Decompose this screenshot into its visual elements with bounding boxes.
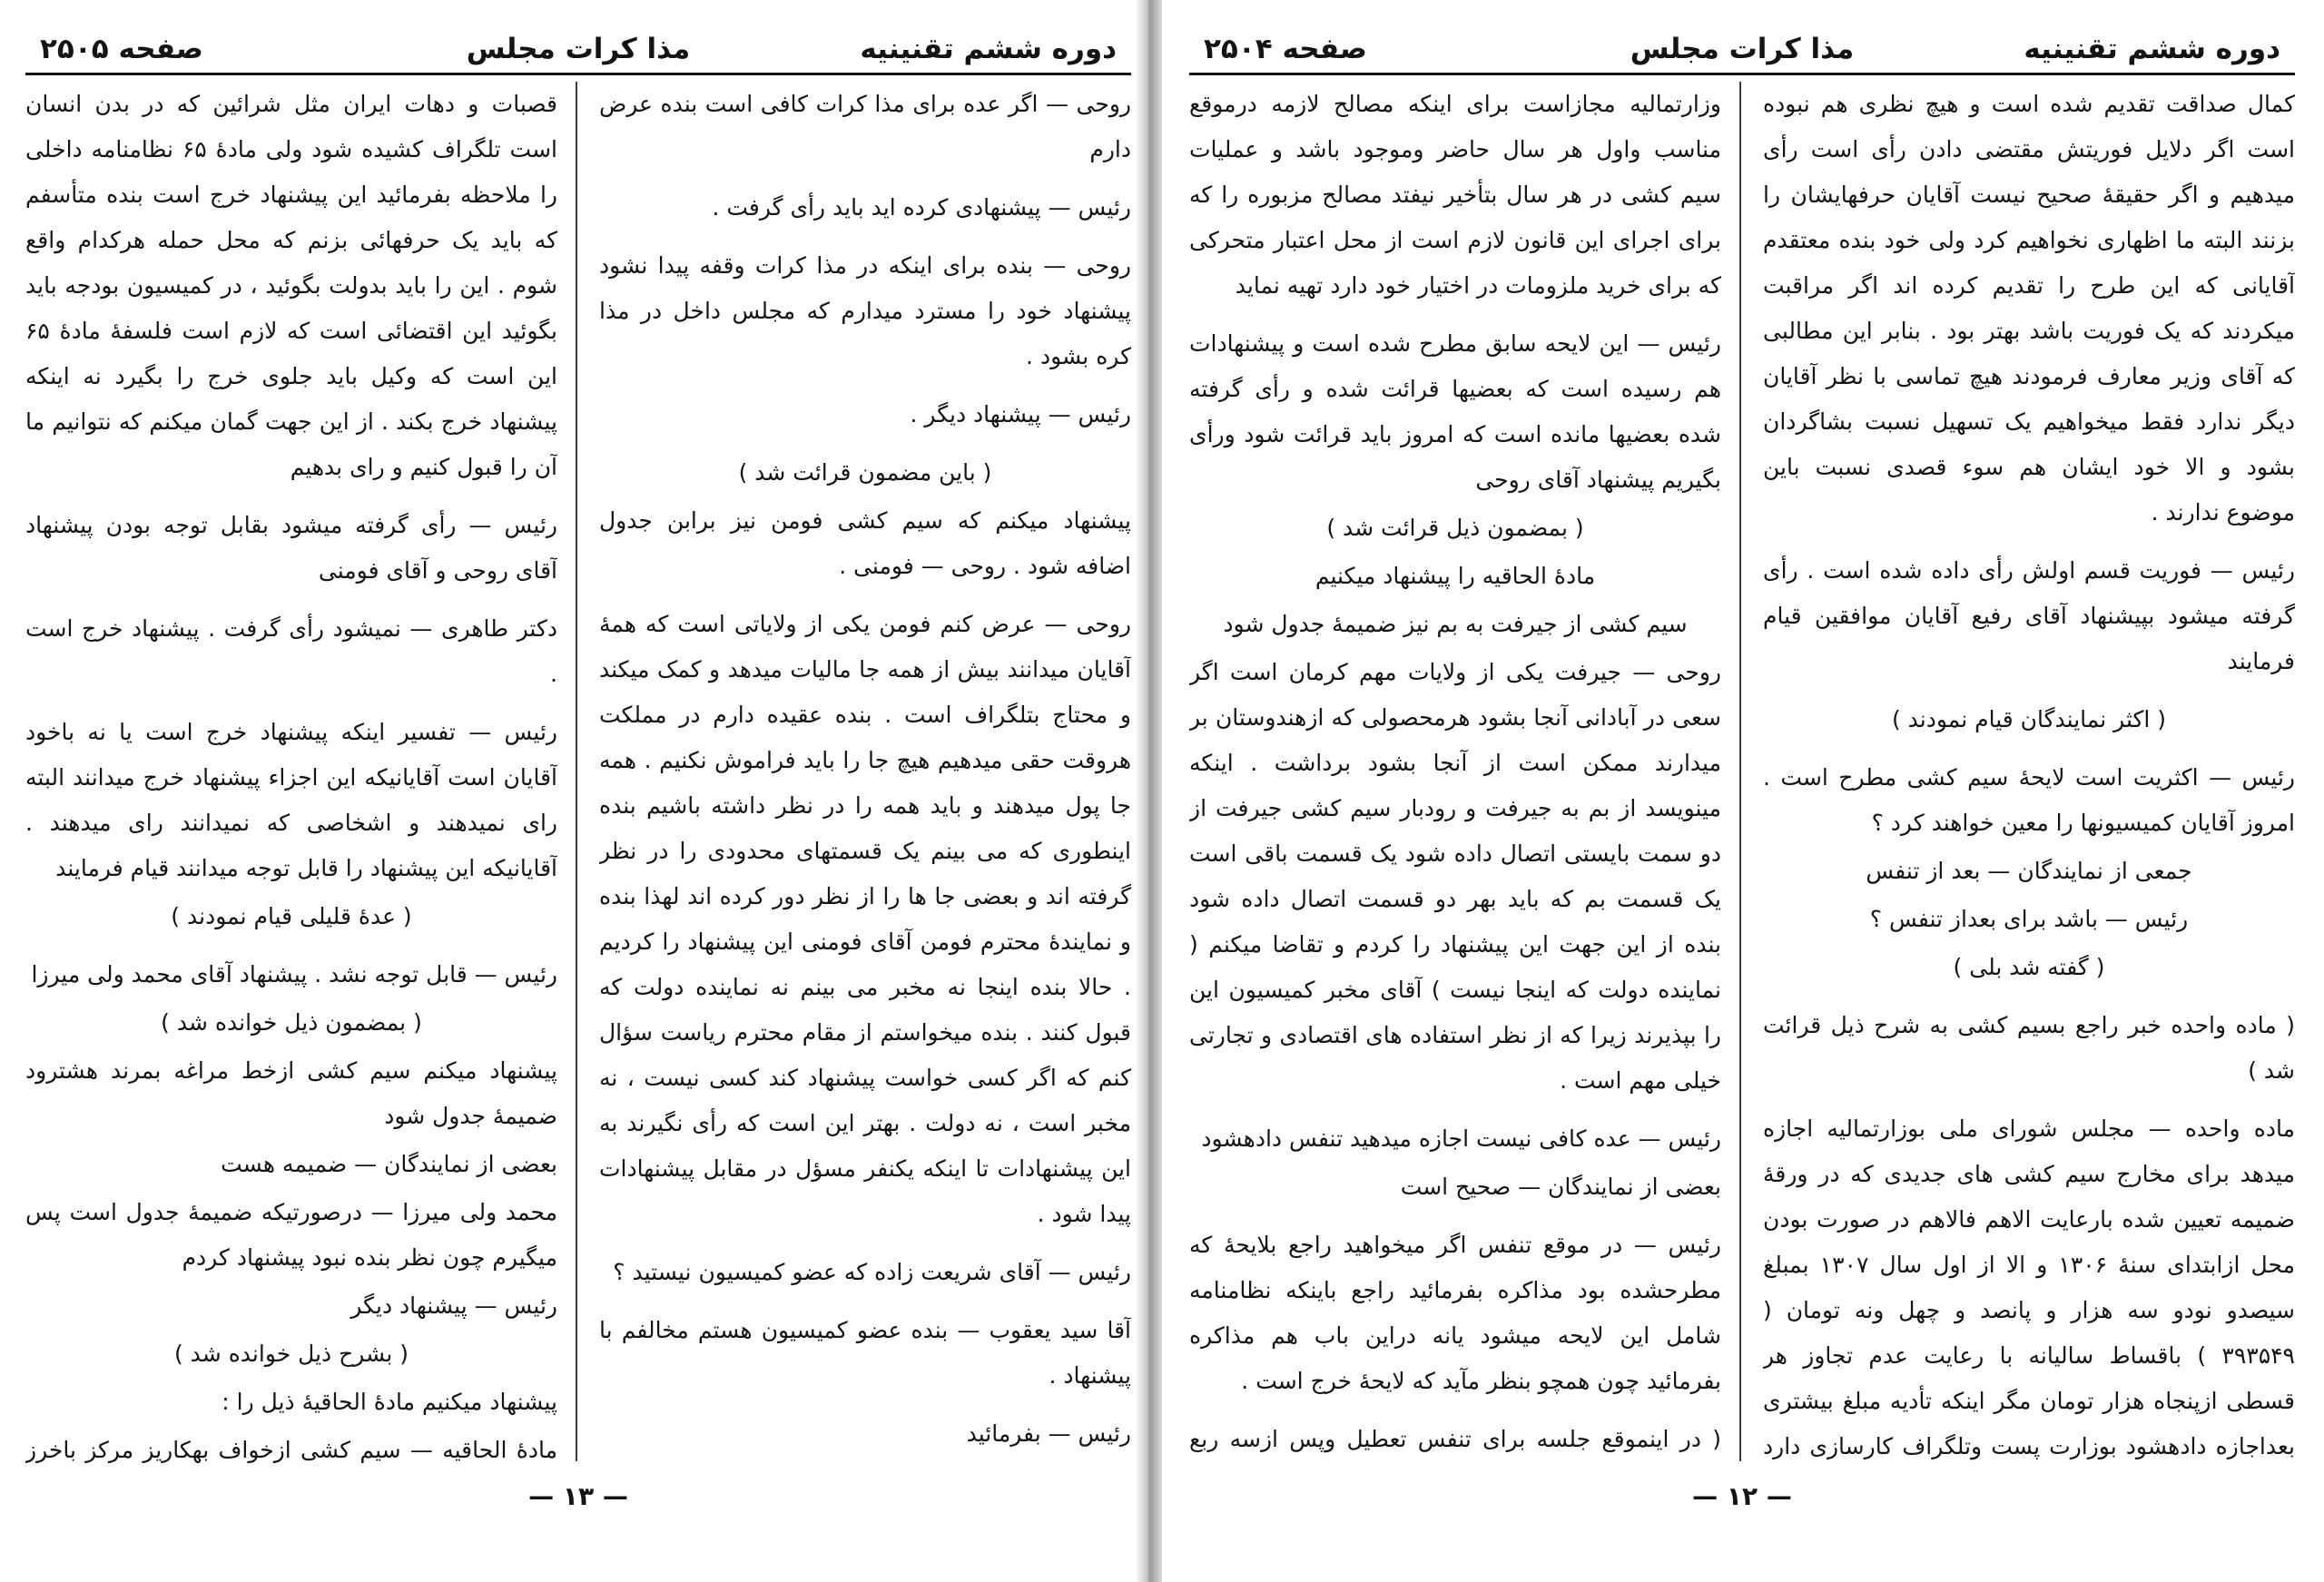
paragraph-centered: ( بمضمون ذیل قرائت شد ) [1326,515,1584,541]
page-header [1189,29,2295,75]
paragraph-centered: جمعی از نمایندگان — بعد از تنفس [1866,858,2192,884]
page-footer-number: — ۱۲ — [1692,1481,1792,1511]
paragraph: روحی — بنده برای اینکه در مذا کرات وقفه پیدا نشود پیشنهاد خود را مسترد میدارم که مجلس داخل در مذا کره بشود . [599,252,1131,369]
paragraph-centered: ( گفته شد بلی ) [1953,954,2105,980]
header-page-number: صفحه ۲۵۰۴ [1204,33,1367,65]
page-right [1189,0,2295,1582]
paragraph: آقا سید یعقوب — بنده عضو کمیسیون هستم مخالفم با پیشنهاد . [599,1317,1131,1389]
book-gutter [1135,0,1162,1582]
paragraph: دکتر طاهری — نمیشود رأی گرفت . پیشنهاد خرج است . [25,615,557,687]
header-title: مذا کرات مجلس [1630,33,1855,65]
paragraph: رئیس — پیشنهاد دیگر [350,1292,557,1319]
paragraph-centered: ( بمضمون ذیل خوانده شد ) [161,1009,422,1036]
paragraph: رئیس — این لایحه سابق مطرح شده است و پیشنهادات هم رسیده است که بعضیها قرائت شده و رأی گرفته شده بعضیها مانده است که امروز باید قرائت شود ورأی بگیریم پیشنهاد آقای روحی [1189,330,1721,493]
paragraph: بعضی از نمایندگان — ضمیمه هست [221,1151,557,1177]
paragraph-centered: ( عدهٔ قلیلی قیام نمودند ) [171,903,412,929]
paragraph: رئیس — بفرمائید [966,1420,1131,1447]
paragraph: رئیس — رأی گرفته میشود بقابل توجه بودن پیشنهاد آقای روحی و آقای فومنی [25,512,557,584]
paragraph: رئیس — در موقع تنفس اگر میخواهید راجع بلایحهٔ که مطرحشده بود مذاکره بفرمائید راجع باینکه نظامنامه شامل این لایحه میشود یانه دراین باب هم مذاکره بفرمائید چون همچو بنظر مآید که لایحهٔ خرج است . [1189,1232,1721,1394]
column-left [25,82,557,1466]
paragraph: روحی — جیرفت یکی از ولایات مهم کرمان است اگر سعی در آبادانی آنجا بشود هرمحصولی که ازهندوستان بر میدارند ممکن است از آنجا بشود برداشت . اینکه مینویسد از بم به جیرفت و رودبار سیم کشی جیرفت از دو سمت بایستی اتصال داده شود یک قسمت باقی است یک قسمت بم که باید بهر دو قسمت اتصال داده شود بنده از این جهت این پیشنهاد را کردم و تقاضا میکنم ( نماینده دولت که اینجا نیست ) آقای مخبر کمیسیون این را بپذیرند زیرا که از نظر استفاده های اقتصادی و تجارتی خیلی مهم است . [1189,659,1721,1094]
paragraph-centered: ( بشرح ذیل خوانده شد ) [173,1341,409,1367]
page-header [25,29,1131,75]
header-series: دوره ششم تقنینیه [860,33,1117,65]
paragraph: محمد ولی میرزا — درصورتیکه ضمیمهٔ جدول است پس میگیرم چون نظر بنده نبود پیشنهاد کردم [25,1199,557,1271]
paragraph: رئیس — آقای شریعت زاده که عضو کمیسیون نیستید ؟ [613,1259,1131,1285]
paragraph: پیشنهاد میکنم سیم کشی ازخط مراغه بمرند هشترود ضمیمهٔ جدول شود [25,1057,557,1129]
column-right [1763,82,2295,1466]
paragraph: روحی — اگر عده برای مذا کرات کافی است بنده عرض دارم [599,91,1131,162]
paragraph: ماده واحده — مجلس شورای ملی بوزارتمالیه اجازه میدهد برای مخارج سیم کشی های جدیدی که در ورقهٔ ضمیمه تعیین شده بارعایت الاهم فالاهم در صورت بودن محل ازابتدای سنهٔ ۱۳۰۶ و الا از اول سال ۱۳۰۷ بمبلغ سیصدو نودو سه هزار و پانصد و چهل ونه تومان ( ۳۹۳۵۴۹ ) باقساط سالیانه با رعایت عدم تجاوز هر قسطی ازپنجاه هزار تومان مگر اینکه تأدیه مبلغ بیشتری بعداجازه دادهشود بوزارت پست وتلگراف کارسازی دارد [1763,1115,2295,1459]
paragraph: رئیس — پیشنهاد دیگر . [910,401,1131,427]
paragraph-centered: رئیس — باشد برای بعداز تنفس ؟ [1869,906,2189,932]
page-footer-number: — ۱۳ — [528,1481,628,1511]
paragraph: کمال صداقت تقدیم شده است و هیچ نظری هم نبوده است اگر دلایل فوریتش مقتضی دادن رأی است رأی میدهیم و اگر حقیقهٔ صحیح نیست آقایان حرفهایشان را بزنند البته ما اظهاری نخواهیم کرد ولی خود بنده معتقدم آقایانی که این طرح را تقدیم کرده اند اگر مراقبت میکردند که یک فوریت باشد بهتر بود . بنابر این مطالبی که آقای وزیر معارف فرمودند هیچ تماسی با نظر آقایان دیگر ندارد فقط میخواهیم یک تسهیل نسبت بشاگردان بشود و الا خود ایشان هم سوء قصدی نسبت باین موضوع ندارند . [1763,91,2295,526]
paragraph: روحی — عرض کنم فومن یکی از ولایاتی است که همهٔ آقایان میدانند بیش از همه جا مالیات میدهد و کمک میکند و محتاج بتلگراف است . بنده عقیده دارم در مملکت هروقت حقی میدهیم هیچ جا را باید فراموش نکنیم . همه جا پول میدهند و باید همه را در نظر داشته باشیم بنده اینطوری که می بینم یک قسمتهای محدودی را در نظر گرفته اند و بعضی جا ها را از نظر دور کرده اند لهذا بنده و نمایندهٔ محترم فومن آقای فومنی این پیشنهاد را کردیم . حالا بنده اینجا نه مخبر می بینم نه نماینده دولت که قبول کنند . بنده میخواستم از مقام محترم ریاست سؤال کنم که اگر کسی خواست پیشنهاد کند کسی نیست ، نه مخبر است ، نه دولت . بهتر این است که رأی نگیرند به این پیشنهادات تا اینکه یکنفر مسؤل در مقابل پیشنهادات پیدا شود . [599,611,1131,1227]
paragraph: مادهٔ الحاقیه — سیم کشی ازخواف بهکاریز مرکز باخرز [25,1437,557,1463]
paragraph-centered: مادهٔ الحاقیه را پیشنهاد میکنیم [1315,563,1596,589]
header-title: مذا کرات مجلس [466,33,691,65]
paragraph: رئیس — فوریت قسم اولش رأی داده شده است . رأی گرفته میشود بپیشنهاد آقای رفیع آقایان موافقین قیام فرمایند [1763,557,2295,674]
page-left [25,0,1131,1582]
paragraph: رئیس — عده کافی نیست اجازه میدهید تنفس دادهشود [1201,1125,1721,1152]
header-series: دوره ششم تقنینیه [2024,33,2280,65]
paragraph: ( ماده واحده خبر راجع بسیم کشی به شرح ذیل قرائت شد ) [1763,1012,2295,1084]
paragraph: رئیس — قابل توجه نشد . پیشنهاد آقای محمد ولی میرزا [31,961,557,988]
paragraph: رئیس — پیشنهادی کرده اید باید رأی گرفت . [712,194,1131,221]
header-page-number: صفحه ۲۵۰۵ [40,33,203,65]
paragraph: وزارتمالیه مجازاست برای اینکه مصالح لازمه درموقع مناسب واول هر سال حاضر وموجود باشد و عملیات سیم کشی در هر سال بتأخیر نیفتد مصالح مزبوره را که برای اجرای این قانون لازم است از محل اعتبار متحرکی که برای خرید ملزومات در اختیار خود دارد تهیه نماید [1189,91,1721,299]
paragraph: قصبات و دهات ایران مثل شرائین که در بدن انسان است تلگراف کشیده شود ولی مادهٔ ۶۵ نظامنامه داخلی را ملاحظه بفرمائید این پیشنهاد خرج است بنده متأسفم که باید یک حرفهائی بزنم که محل حمله هرکدام واقع شوم . این را باید بدولت بگوئید ، در کمیسیون بودجه باید بگوئید این اقتضائی است که لازم است فلسفهٔ مادهٔ ۶۵ این است که وکیل باید جلوی خرج را بگیرد نه اینکه پیشنهاد خرج بکند . از این جهت گمان میکنم که نتوانیم ما آن را قبول کنیم و رای بدهیم [25,91,557,480]
column-divider [576,82,577,1461]
paragraph: پیشنهاد میکنم که سیم کشی فومن نیز برابن جدول اضافه شود . روحی — فومنی . [599,507,1131,579]
column-left [1189,82,1721,1466]
paragraph-centered: ( اکثر نمایندگان قیام نمودند ) [1891,706,2167,732]
paragraph: پیشنهاد میکنیم مادهٔ الحاقیهٔ ذیل را : [222,1389,557,1415]
paragraph: رئیس — تفسیر اینکه پیشنهاد خرج است یا نه باخود آقایان است آقایانیکه این اجزاء پیشنهاد خرج میدانند البته رای نمیدهند و اشخاصی که نمیدانند رای میدهند . آقایانیکه این پیشنهاد را قابل توجه میدانند قیام فرمایند [25,719,557,881]
paragraph-centered: ( باین مضمون قرائت شد ) [738,459,992,486]
paragraph-centered: سیم کشی از جیرفت به بم نیز ضمیمهٔ جدول شود [1223,611,1688,637]
paragraph: رئیس — اکثریت است لایحهٔ سیم کشی مطرح است . امروز آقایان کمیسیونها را معین خواهند کرد ؟ [1763,764,2295,836]
column-divider [1739,82,1741,1461]
column-right [599,82,1131,1466]
paragraph: بعضی از نمایندگان — صحیح است [1400,1174,1721,1200]
paragraph: ( در اینموقع جلسه برای تنفس تعطیل وپس ازسه ربع [1189,1426,1721,1452]
